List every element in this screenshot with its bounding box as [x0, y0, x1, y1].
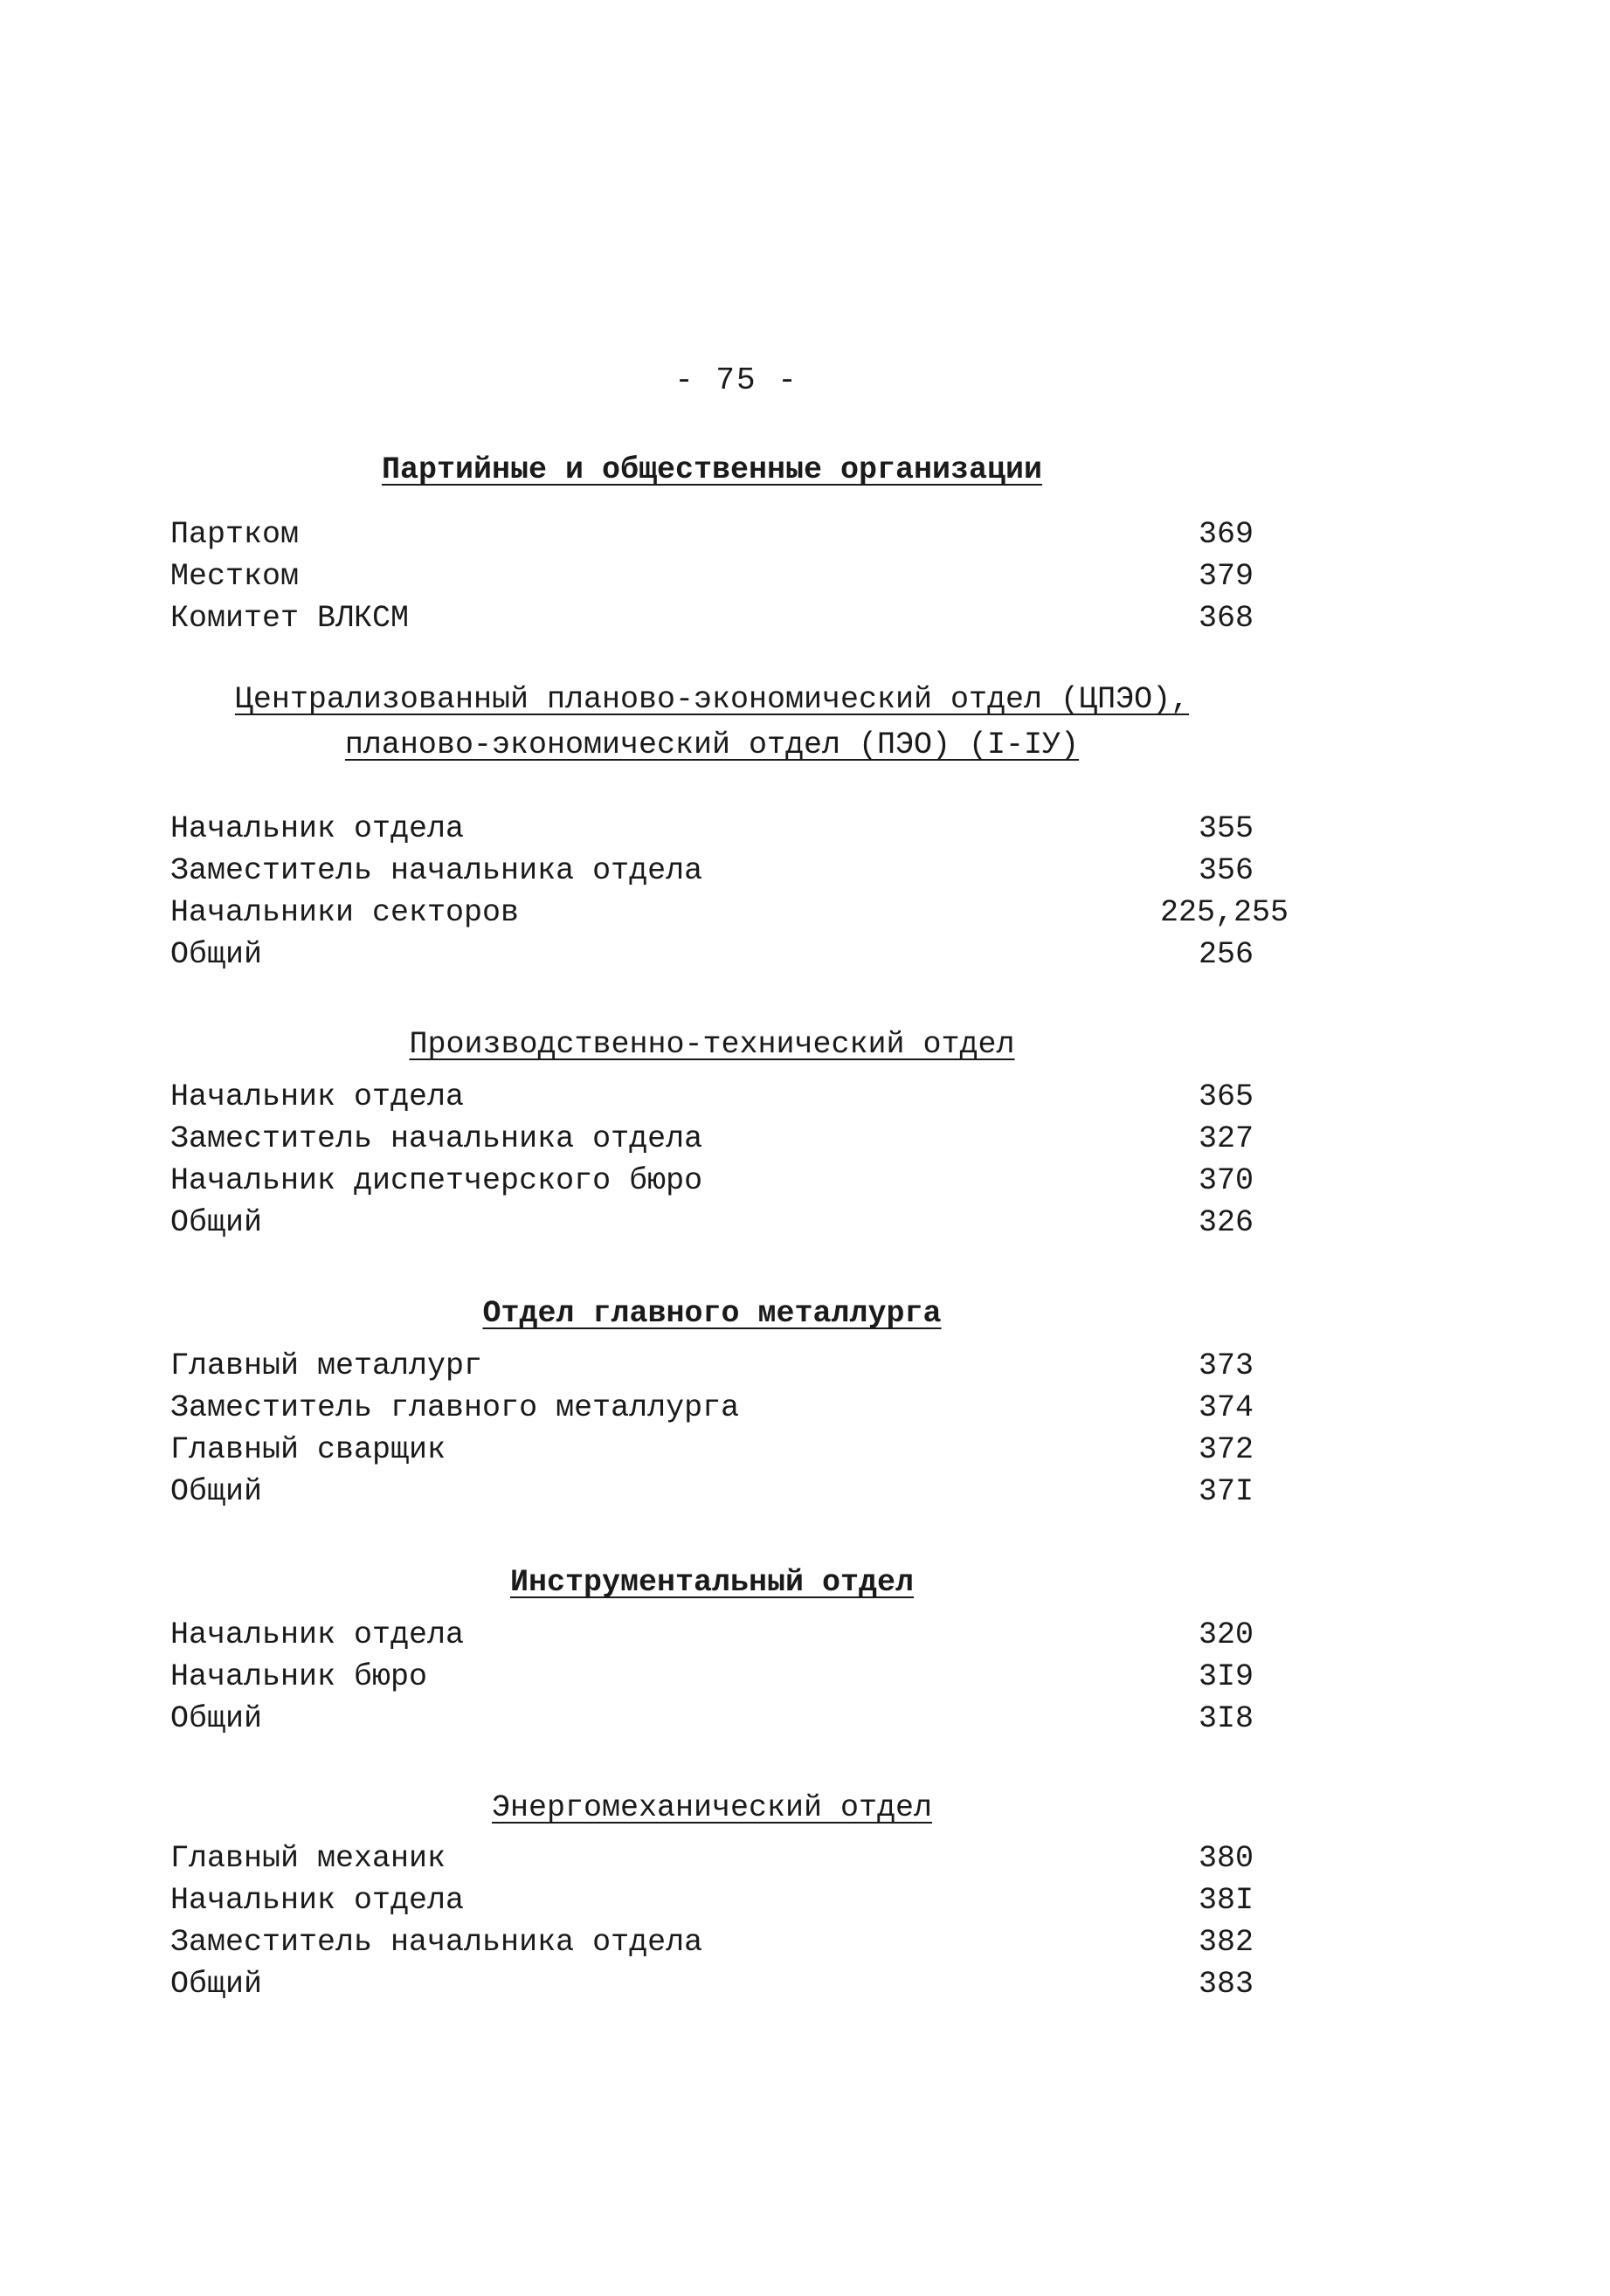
list-item	[170, 514, 1254, 555]
list-item	[170, 1160, 1254, 1202]
section-heading-line-2: планово-экономический отдел (ПЭО) (I-IУ)	[344, 727, 1080, 762]
section-heading: Партийные и общественные организации	[381, 452, 1043, 487]
phone-extension: 374	[1198, 1390, 1254, 1425]
list-item	[170, 1429, 1254, 1471]
list-item	[170, 850, 1254, 892]
item-label: Заместитель начальника отдела	[170, 1925, 703, 1960]
list-item	[170, 1879, 1254, 1921]
page-number: - 75 -	[674, 362, 798, 398]
phone-extension: 370	[1198, 1163, 1254, 1198]
item-label: Начальник отдела	[170, 811, 465, 846]
list-item	[170, 1656, 1254, 1698]
list-item	[170, 892, 1289, 934]
list-item	[170, 1118, 1254, 1160]
item-label: Главный металлург	[170, 1348, 483, 1383]
item-label: Начальник отдела	[170, 1617, 465, 1652]
list-item	[170, 1963, 1254, 2005]
item-label: Главный сварщик	[170, 1432, 446, 1467]
phone-extension: 3I9	[1198, 1659, 1254, 1694]
item-label: Общий	[170, 1205, 263, 1240]
phone-extension: 379	[1198, 559, 1254, 594]
list-item	[170, 1345, 1254, 1387]
phone-extension: 365	[1198, 1079, 1254, 1114]
list-item	[170, 1202, 1254, 1244]
phone-extension: 38I	[1198, 1883, 1254, 1918]
section-heading: Энергомеханический отдел	[491, 1790, 933, 1825]
item-label: Местком	[170, 559, 300, 594]
item-label: Общий	[170, 1967, 263, 2002]
phone-extension: 368	[1198, 601, 1254, 636]
phone-extension: 320	[1198, 1617, 1254, 1652]
list-item	[170, 934, 1254, 976]
list-item	[170, 1076, 1254, 1118]
phone-extension: 356	[1198, 853, 1254, 888]
phone-extension: 372	[1198, 1432, 1254, 1467]
list-item	[170, 1471, 1254, 1513]
phone-extension: 373	[1198, 1348, 1254, 1383]
section-heading: Отдел главного металлурга	[482, 1296, 942, 1331]
item-label: Начальник отдела	[170, 1883, 465, 1918]
item-label: Заместитель главного металлурга	[170, 1390, 740, 1425]
section-heading: Производственно-технический отдел	[409, 1027, 1015, 1062]
list-item	[170, 597, 1254, 639]
item-label: Партком	[170, 517, 300, 552]
item-label: Заместитель начальника отдела	[170, 853, 703, 888]
list-item	[170, 1837, 1254, 1879]
phone-extension: 225,255	[1159, 895, 1289, 930]
list-item	[170, 1698, 1254, 1740]
phone-extension: 326	[1198, 1205, 1254, 1240]
list-item	[170, 1921, 1254, 1963]
phone-extension: 380	[1198, 1841, 1254, 1876]
phone-extension: 355	[1198, 811, 1254, 846]
list-item	[170, 555, 1254, 597]
item-label: Общий	[170, 1701, 263, 1736]
list-item	[170, 808, 1254, 850]
item-label: Начальник бюро	[170, 1659, 428, 1694]
phone-extension: 327	[1198, 1121, 1254, 1156]
phone-extension: 382	[1198, 1925, 1254, 1960]
list-item	[170, 1614, 1254, 1656]
section-heading: Инструментальный отдел	[509, 1565, 915, 1600]
phone-extension: 256	[1198, 937, 1254, 972]
phone-extension: 37I	[1198, 1474, 1254, 1509]
section-heading: Централизованный планово-экономический отдел (ЦПЭО),	[234, 682, 1190, 717]
item-label: Общий	[170, 1474, 263, 1509]
item-label: Общий	[170, 937, 263, 972]
phone-extension: 3I8	[1198, 1701, 1254, 1736]
item-label: Начальник отдела	[170, 1079, 465, 1114]
item-label: Начальники секторов	[170, 895, 520, 930]
phone-extension: 383	[1198, 1967, 1254, 2002]
item-label: Начальник диспетчерского бюро	[170, 1163, 703, 1198]
list-item	[170, 1387, 1254, 1429]
item-label: Главный механик	[170, 1841, 446, 1876]
phone-extension: 369	[1198, 517, 1254, 552]
item-label: Заместитель начальника отдела	[170, 1121, 703, 1156]
item-label: Комитет ВЛКСМ	[170, 601, 410, 636]
